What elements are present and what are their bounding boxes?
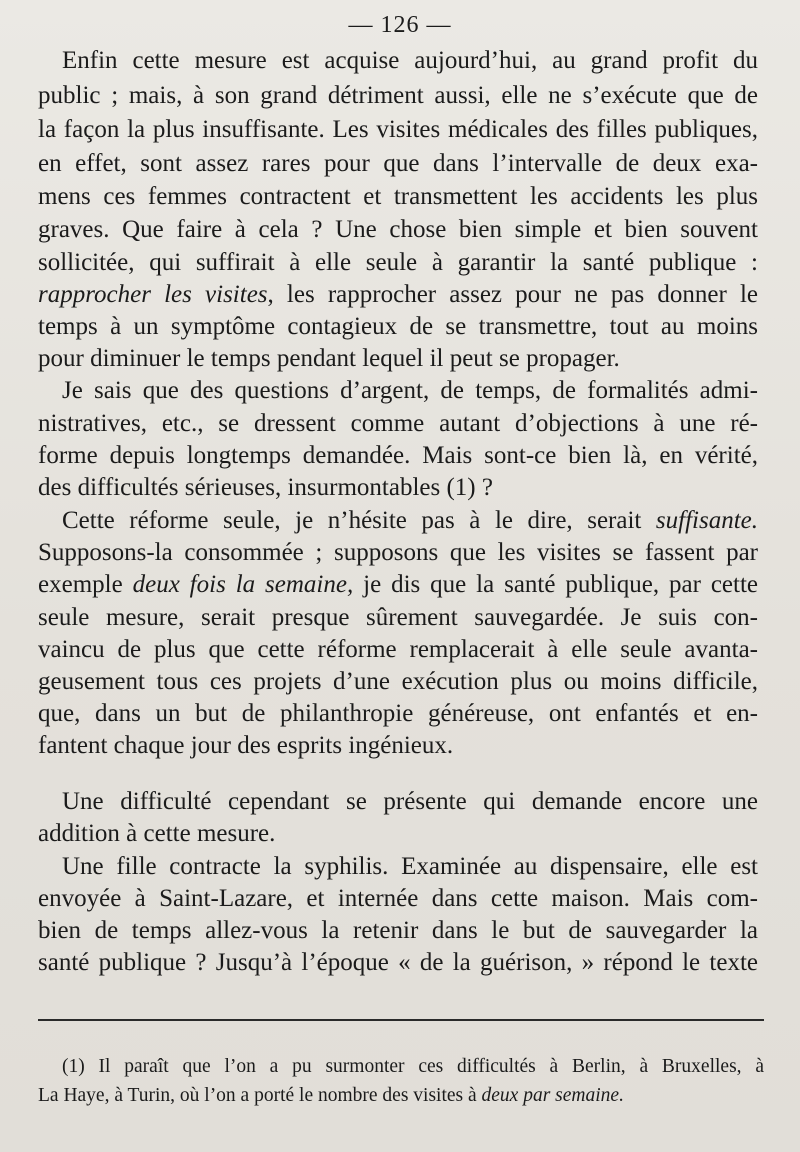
text-line: la façon la plus insuffisante. Les visites médicales des filles publiques, — [38, 116, 758, 143]
italic-emphasis: rapprocher les visites — [38, 281, 268, 308]
text-line-italic-end: Cette réforme seule, je n’hésite pas à le dire, serait suffisante. — [62, 507, 758, 534]
footnote-line-italic-end: La Haye, à Turin, où l’on a porté le nombre des visites à deux par semaine. — [38, 1085, 624, 1106]
text-line: forme depuis longtemps demandée. Mais sont-ce bien là, en vérité, — [38, 442, 758, 469]
footnote-separator — [38, 1019, 764, 1021]
text-line: envoyée à Saint-Lazare, et internée dans cette maison. Mais com- — [38, 885, 758, 912]
page-number-header: — 126 — — [348, 12, 452, 38]
text-line: Une difficulté cependant se présente qui demande encore une — [62, 788, 758, 815]
text-line: fantent chaque jour des esprits ingénieux. — [38, 732, 454, 759]
italic-emphasis: deux fois la semaine, — [132, 571, 354, 598]
text-line: des difficultés sérieuses, insurmontables (1) ? — [38, 474, 493, 501]
text-line: bien de temps allez-vous la retenir dans le but de sauvegarder la — [38, 917, 758, 944]
text-line-italic-mid: exemple deux fois la semaine, je dis que la santé publique, par cette — [38, 571, 759, 598]
text-line: addition à cette mesure. — [38, 820, 276, 847]
text-line: graves. Que faire à cela ? Une chose bien simple et bien souvent — [38, 216, 758, 243]
text-line: mens ces femmes contractent et transmettent les accidents les plus — [38, 183, 758, 210]
text-line: que, dans un but de philanthropie généreuse, ont enfantés et en- — [38, 700, 758, 727]
text-line: Une fille contracte la syphilis. Examinée au dispensaire, elle est — [62, 853, 758, 880]
italic-emphasis: deux par semaine. — [481, 1085, 624, 1106]
text-line: nistratives, etc., se dressent comme autant d’objections à une ré- — [38, 410, 758, 437]
text-line: Supposons-la consommée ; supposons que les visites se fassent par — [38, 539, 758, 566]
text-line: seule mesure, serait presque sûrement sauvegardée. Je suis con- — [38, 604, 758, 631]
text-line: vaincu de plus que cette réforme remplacerait à elle seule avanta- — [38, 636, 758, 663]
text-line: geusement tous ces projets d’une exécution plus ou moins difficile, — [38, 668, 758, 695]
text-line: temps à un symptôme contagieux de se transmettre, tout au moins — [38, 313, 758, 340]
text-line: en effet, sont assez rares pour que dans l’intervalle de deux exa- — [38, 150, 758, 177]
text-line: Je sais que des questions d’argent, de temps, de formalités admi- — [62, 377, 758, 404]
text-line: sollicitée, qui suffirait à elle seule à garantir la santé publique : — [38, 249, 758, 276]
text-line-italic-start: rapprocher les visites, les rapprocher assez pour ne pas donner le — [38, 281, 758, 308]
text-line: pour diminuer le temps pendant lequel il peut se propager. — [38, 345, 620, 372]
text-line: Enfin cette mesure est acquise aujourd’hui, au grand profit du — [62, 47, 758, 74]
italic-emphasis: suffisante. — [655, 507, 758, 534]
text-line: santé publique ? Jusqu’à l’époque « de la guérison, » répond le texte — [38, 949, 758, 976]
footnote-line: (1) Il paraît que l’on a pu surmonter ces difficultés à Berlin, à Bruxelles, à — [62, 1056, 764, 1077]
text-line: public ; mais, à son grand détriment aussi, elle ne s’exécute que de — [38, 82, 758, 109]
